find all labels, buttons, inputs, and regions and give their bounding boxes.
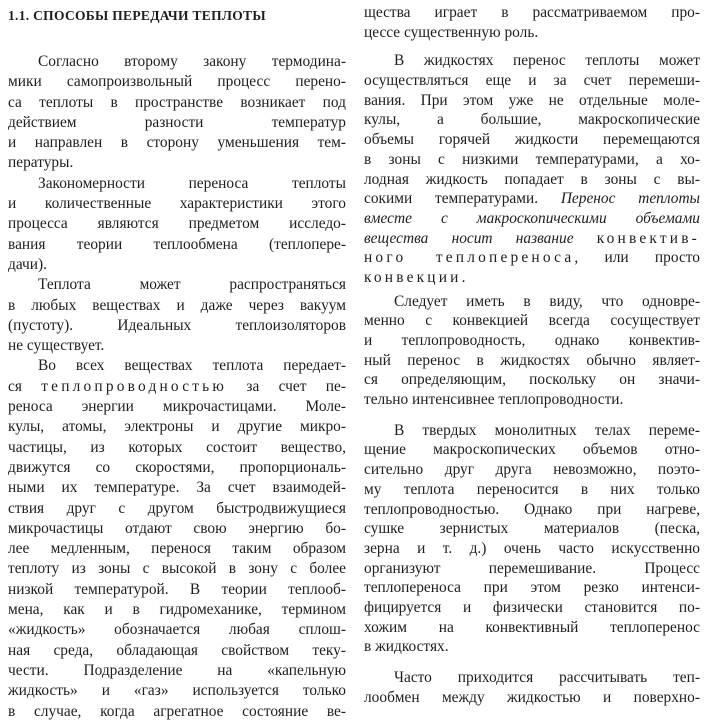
text-line: [364, 229, 700, 249]
text-line: частицы, из которых состоит вещество,: [8, 438, 346, 456]
spaced-term: теплопроводностью: [41, 377, 228, 395]
text-line: Закономерности переноса теплоты: [38, 174, 346, 192]
text-line: фицируется и физически становится по-: [364, 598, 700, 616]
text-line: зерна и т. д.) очень часто искусственно: [364, 539, 700, 557]
text-line: жидкость» и «газ» используется только: [8, 682, 346, 700]
text-segment: ся: [8, 377, 42, 395]
text-line: пературы.: [8, 154, 74, 172]
text-line: процесса являются предметом исследо-: [8, 215, 346, 233]
text-line: Согласно второму закону термодина-: [38, 53, 346, 70]
text-line: и количественные характеристики этого: [8, 195, 346, 213]
text-line: щества играет в рассматриваемом про-: [364, 4, 700, 21]
text-line: [8, 377, 346, 397]
text-line: му теплота переносится в них только: [364, 480, 700, 498]
text-line: микрочастицы отдают свою энергию бо-: [8, 519, 346, 537]
text-line: Часто приходится рассчитывать теп-: [394, 669, 700, 686]
text-line: кулы, атомы, электроны и другие микро-: [8, 418, 346, 436]
paragraph: [364, 3, 700, 42]
text-line: [364, 189, 700, 209]
text-line: чести. Подразделение на «капельную: [8, 661, 346, 679]
text-line: осуществляться еще и за счет перемеши-: [364, 72, 700, 90]
text-line: ными их температуре. За счет взаимодей-: [8, 479, 346, 497]
spaced-term: конвектив-: [596, 229, 700, 247]
text-line: сушке зернистых материалов (песка,: [364, 520, 700, 538]
text-segment: сокими температурами.: [364, 190, 561, 208]
left-column: [8, 0, 346, 722]
text-line: в зоны с низкими температурами, а хо-: [364, 150, 700, 168]
text-line: мики самопроизвольный процесс перено-: [8, 73, 346, 91]
spaced-term: конвекции: [364, 268, 462, 286]
text-line: в случае, когда агрегатное состояние ве-: [8, 702, 346, 720]
text-line: В твердых монолитных телах переме-: [394, 421, 700, 439]
right-column: [364, 0, 700, 707]
text-line: мена, как и в гидромеханике, термином: [8, 601, 346, 619]
text-line: [364, 209, 700, 229]
text-line: низкой температурой. В теории теплооб-: [8, 580, 346, 598]
text-line: Теплота может распространяться: [38, 276, 346, 294]
text-line: тельно интенсивнее теплопроводности.: [364, 391, 624, 409]
italic-text: Перенос теплоты: [560, 190, 700, 208]
text-line: вания. При этом уже не отдельные моле-: [364, 91, 700, 109]
text-line: Следует иметь в виду, что одновре-: [394, 292, 700, 310]
text-line: движутся со скоростями, пропорциональ-: [8, 458, 346, 476]
text-line: менно с конвекцией всегда сосуществует: [364, 312, 700, 330]
text-line: и теплопроводность, однако конвектив-: [364, 332, 700, 349]
italic-text: вещества носит название: [364, 229, 597, 247]
text-line: [364, 268, 700, 288]
text-line: в жидкостях.: [364, 638, 449, 656]
section-title: 1.1. СПОСОБЫ ПЕРЕДАЧИ ТЕПЛОТЫ: [8, 8, 266, 23]
text-line: дачи).: [8, 255, 47, 273]
text-line: теплоту из зоны с высокой в зону с более: [8, 560, 346, 578]
paragraph: [8, 356, 346, 721]
text-line: лее медленным, перенося таким образом: [8, 540, 346, 558]
text-line: Во всех веществах теплота передает-: [38, 357, 346, 375]
text-segment: .: [461, 268, 466, 286]
text-line: не существует.: [8, 337, 105, 355]
text-line: са теплоты в пространстве возникает под: [8, 93, 346, 111]
text-line: кулы, а большие, макроскопические: [364, 111, 700, 129]
text-segment: за счет пе-: [227, 377, 347, 395]
text-segment: , или просто: [574, 249, 700, 267]
text-line: реноса энергии микрочастицами. Моле-: [8, 398, 346, 416]
text-line: (пустоту). Идеальных теплоизоляторов: [8, 316, 346, 334]
text-line: организуют перемешивание. Процесс: [364, 559, 700, 577]
text-line: лообмен между жидкостью и поверхно-: [364, 688, 700, 706]
text-line: хожим на конвективный теплоперенос: [364, 618, 700, 636]
text-line: ный перенос в жидкостях обычно являет-: [364, 351, 700, 369]
paragraph: [8, 52, 346, 174]
text-line: В жидкостях перенос теплоты может: [394, 52, 700, 70]
text-line: ся определяющим, поскольку он значи-: [364, 371, 700, 389]
text-line: теплопроводностью. Однако при нагреве,: [364, 500, 700, 518]
paragraph: [364, 421, 700, 657]
paragraph: [364, 668, 700, 707]
paragraph: [364, 51, 700, 287]
spaced-term: ного теплопереноса: [364, 249, 575, 267]
text-line: «жидкость» обозначается любая сплош-: [8, 621, 346, 639]
text-line: сительно друг друга невозможно, поэто-: [364, 461, 700, 479]
paragraph: [8, 275, 346, 356]
italic-text: вместе с макроскопическими объемами: [364, 209, 700, 227]
text-line: объемы горячей жидкости перемещаются: [364, 131, 700, 149]
text-line: лодная жидкость попадает в зоны с вы-: [364, 170, 700, 188]
text-line: ствия друг с другом быстродвижущиеся: [8, 499, 346, 517]
text-line: [364, 248, 700, 268]
text-line: вания теории теплообмена (теплопере-: [8, 235, 346, 253]
text-line: теплопереноса при этом резко интенси-: [364, 579, 700, 597]
paragraph: [364, 292, 700, 410]
paragraph: [8, 174, 346, 275]
text-line: действием разности температур: [8, 113, 346, 131]
text-line: в любых веществах и даже через вакуум: [8, 296, 346, 314]
text-line: цессе существенную роль.: [364, 23, 539, 41]
text-line: и направлен в сторону уменьшения тем-: [8, 134, 346, 152]
text-line: щение макроскопических объемов отно-: [364, 441, 700, 459]
text-line: ная среда, обладающая свойством теку-: [8, 641, 346, 659]
